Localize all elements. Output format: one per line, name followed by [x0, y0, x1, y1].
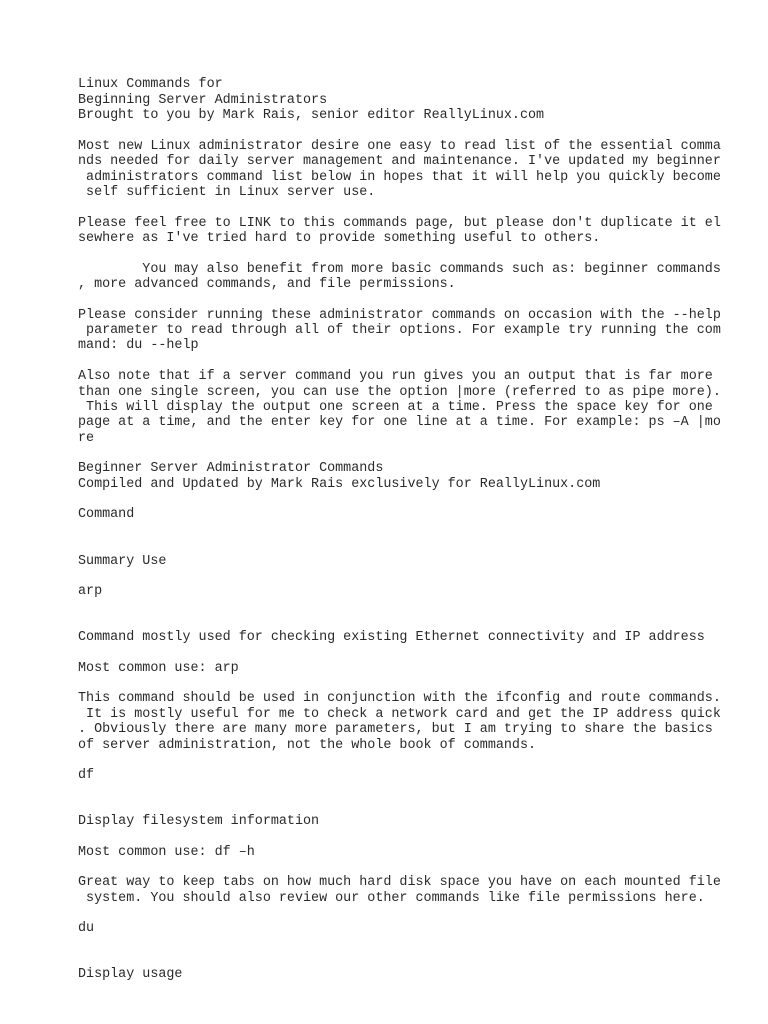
intro-line: self sufficient in Linux server use.: [78, 185, 376, 200]
help-note-line: Please consider running these administrator commands on occasion with the --help: [78, 308, 721, 323]
link-note-line: sewhere as I've tried hard to provide something useful to others.: [78, 231, 601, 246]
benefit-note-line: You may also benefit from more basic commands such as: beginner commands: [78, 262, 721, 277]
command-summary: Display usage: [78, 967, 183, 982]
command-name: du: [78, 921, 95, 936]
help-note-line: mand: du --help: [78, 338, 199, 353]
benefit-note-line: , more advanced commands, and file permissions.: [78, 277, 456, 292]
section-subtitle: Compiled and Updated by Mark Rais exclusively for ReallyLinux.com: [78, 477, 601, 492]
link-note-line: Please feel free to LINK to this commands page, but please don't duplicate it el: [78, 216, 721, 231]
command-common-use: Most common use: df –h: [78, 845, 255, 860]
command-note-line: system. You should also review our other commands like file permissions here.: [78, 891, 705, 906]
more-note-line: Also note that if a server command you run gives you an output that is far more: [78, 369, 713, 384]
command-name: df: [78, 768, 95, 783]
doc-subtitle: Beginning Server Administrators: [78, 93, 328, 108]
intro-line: Most new Linux administrator desire one easy to read list of the essential comma: [78, 139, 721, 154]
section-title: Beginner Server Administrator Commands: [78, 461, 384, 476]
more-note-line: than one single screen, you can use the option |more (referred to as pipe more).: [78, 385, 721, 400]
intro-line: nds needed for daily server management and maintenance. I've updated my beginner: [78, 154, 721, 169]
intro-line: administrators command list below in hopes that it will help you quickly become: [78, 170, 721, 185]
doc-title: Linux Commands for: [78, 77, 223, 92]
command-note-line: of server administration, not the whole book of commands.: [78, 738, 537, 753]
command-summary: Command mostly used for checking existing Ethernet connectivity and IP address: [78, 630, 705, 645]
command-summary: Display filesystem information: [78, 814, 320, 829]
column-header-command: Command: [78, 507, 135, 522]
help-note-line: parameter to read through all of their options. For example try running the com: [78, 323, 721, 338]
more-note-line: page at a time, and the enter key for one line at a time. For example: ps –A |mo: [78, 415, 721, 430]
column-header-summary: Summary Use: [78, 554, 167, 569]
more-note-line: This will display the output one screen at a time. Press the space key for one: [78, 400, 713, 415]
command-note-line: Great way to keep tabs on how much hard disk space you have on each mounted file: [78, 875, 721, 890]
command-common-use: Most common use: arp: [78, 661, 239, 676]
more-note-line: re: [78, 431, 95, 446]
doc-byline: Brought to you by Mark Rais, senior editor ReallyLinux.com: [78, 108, 545, 123]
command-note-line: It is mostly useful for me to check a network card and get the IP address quick: [78, 707, 721, 722]
command-note-line: . Obviously there are many more parameters, but I am trying to share the basics: [78, 722, 713, 737]
command-note-line: This command should be used in conjunction with the ifconfig and route commands.: [78, 691, 721, 706]
command-name: arp: [78, 584, 103, 599]
